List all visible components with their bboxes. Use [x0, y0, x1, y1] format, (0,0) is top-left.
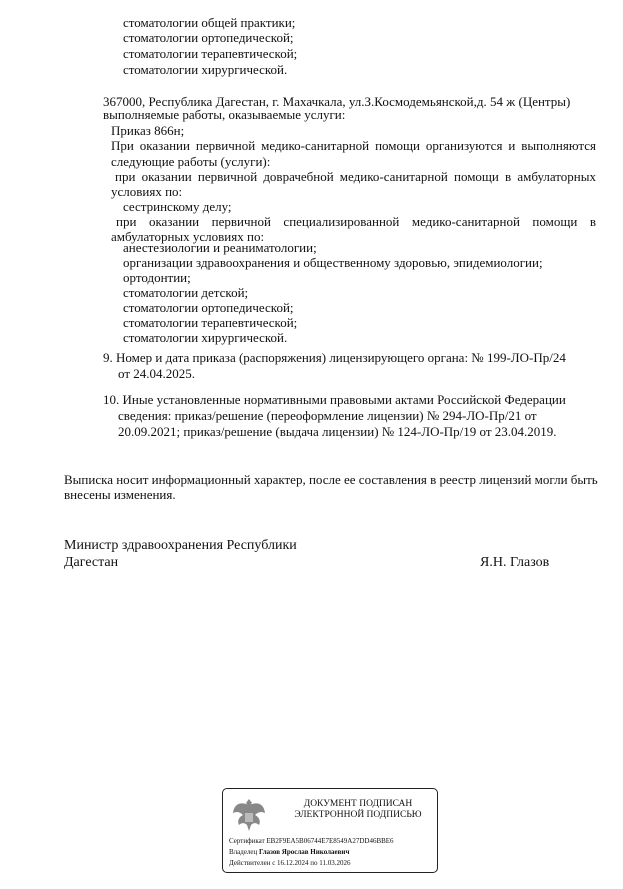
item-10: 10. Иные установленные нормативными правовыми актами Российской Федерации: [103, 392, 566, 407]
order: Приказ 866н;: [111, 123, 185, 138]
list-item: организации здравоохранения и общественному здоровью, эпидемиологии;: [123, 255, 543, 270]
prehospital-text: условиях по:: [111, 184, 183, 199]
stamp-title: ЭЛЕКТРОННОЙ ПОДПИСЬЮ: [294, 810, 422, 820]
item-9: от 24.04.2025.: [118, 366, 196, 381]
list-item: анестезиологии и реаниматологии;: [123, 240, 317, 255]
list-item: ортодонтии;: [123, 270, 191, 285]
stamp-certificate: [229, 837, 394, 846]
address: 367000, Республика Дагестан, г. Махачкала, ул.З.Космодемьянской,д. 54 ж (Центры): [103, 94, 571, 109]
stamp-validity: Действителен с 16.12.2024 по 11.03.2026: [229, 859, 351, 867]
specialized-text: при оказании первичной специализированной медико-санитарной помощи в: [116, 214, 596, 229]
prehospital-text: при оказании первичной доврачебной медико-санитарной помощи в амбулаторных: [115, 169, 596, 184]
works-heading: выполняемые работы, оказываемые услуги:: [103, 107, 346, 122]
e-signature-stamp: [222, 788, 438, 873]
notice: Выписка носит информационный характер, после ее составления в реестр лицензий могли быть: [64, 472, 598, 487]
signer-name: Я.Н. Глазов: [480, 555, 550, 570]
cert-label: Сертификат: [229, 837, 265, 845]
item-10: 20.09.2021; приказ/решение (выдача лицензии) № 124-ЛО-Пр/19 от 23.04.2019.: [118, 424, 557, 439]
item-9: 9. Номер и дата приказа (распоряжения) лицензирующего органа: № 199-ЛО-Пр/24: [103, 350, 566, 365]
specialized-text: амбулаторных условиях по:: [111, 229, 265, 244]
list-item: стоматологии хирургической.: [123, 62, 288, 77]
list-item: стоматологии терапевтической;: [123, 46, 298, 61]
owner-value: Глазов Ярослав Николаевич: [259, 848, 350, 856]
cert-value: EB2F9EA5B06744E7E8549A27DD46BBE6: [266, 837, 394, 845]
list-item: стоматологии терапевтической;: [123, 315, 298, 330]
stamp-title: ДОКУМЕНТ ПОДПИСАН: [303, 799, 413, 809]
owner-label: Владелец: [229, 848, 258, 856]
item-10: сведения: приказ/решение (переоформление лицензии) № 294-ЛО-Пр/21 от: [118, 408, 537, 423]
list-item: стоматологии ортопедической;: [123, 300, 294, 315]
list-item: стоматологии хирургической.: [123, 330, 288, 345]
list-item: стоматологии детской;: [123, 285, 249, 300]
primary-text: При оказании первичной медико-санитарной помощи организуются и выполняются: [111, 138, 596, 153]
signer-title: Дагестан: [64, 555, 119, 570]
notice: внесены изменения.: [64, 487, 176, 502]
signer-title: Министр здравоохранения Республики: [64, 538, 297, 553]
primary-text: следующие работы (услуги):: [111, 154, 271, 169]
list-item: стоматологии ортопедической;: [123, 30, 294, 45]
list-item: стоматологии общей практики;: [123, 15, 296, 30]
stamp-owner: [229, 848, 349, 857]
coat-of-arms-icon: [231, 795, 267, 835]
list-item: сестринскому делу;: [123, 199, 232, 214]
